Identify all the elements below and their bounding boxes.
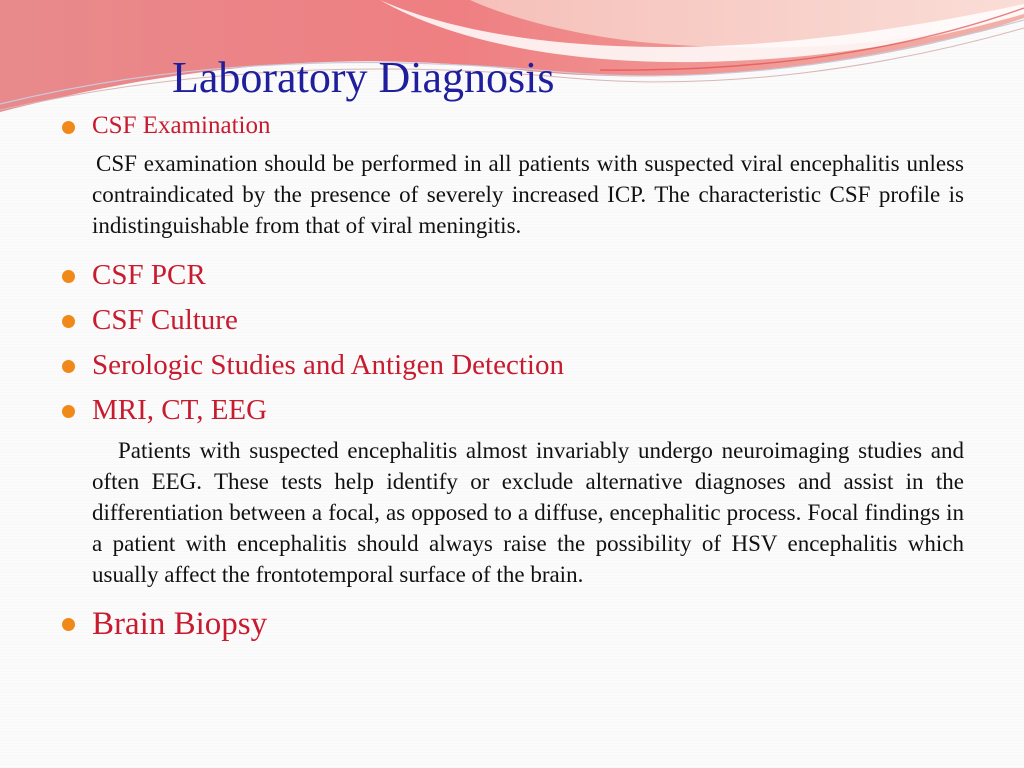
slide-content [60,108,964,648]
bullet-item-csf-pcr [60,253,964,298]
slide-title: Laboratory Diagnosis [172,53,555,102]
bullet-item-csf-examination [60,108,964,148]
section-heading: CSF Examination [92,112,271,139]
bullet-item-mri-ct-eeg [60,388,964,433]
bullet-item-csf-culture [60,298,964,343]
section-heading: Serologic Studies and Antigen Detection [92,349,564,381]
section-heading: MRI, CT, EEG [92,394,268,426]
bullet-item-brain-biopsy [60,600,964,648]
section-paragraph: CSF examination should be performed in all patients with suspected viral encephalitis unless contraindicated by the presence of severely increased ICP. The characteristic CSF profile is indistinguishable from that of viral meningitis. [92,151,964,238]
section-heading: CSF PCR [92,259,206,291]
bullet-dot-icon [62,121,75,134]
section-heading: CSF Culture [92,304,238,336]
section-paragraph: Patients with suspected encephalitis almost invariably undergo neuroimaging studies and often EEG. These tests help identify or exclude alternative diagnoses and assist in the differentiation between a focal, as opposed to a diffuse, encephalitic process. Focal findings in a patient with encephalitis should always raise the possibility of HSV encephalitis which usually affect the frontotemporal surface of the brain. [92,438,964,587]
bullet-item-serologic-studies [60,343,964,388]
bullet-dot-icon [62,360,75,373]
section-heading: Brain Biopsy [92,606,268,642]
bullet-dot-icon [62,315,75,328]
bullet-dot-icon [62,405,75,418]
bullet-dot-icon [62,270,75,283]
bullet-dot-icon [62,618,75,631]
